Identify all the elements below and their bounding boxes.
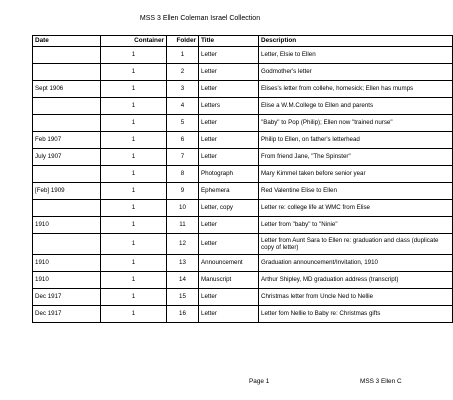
cell-description: Christmas letter from Uncle Ned to Nellie xyxy=(259,289,453,306)
cell-description: Letter, Elsie to Ellen xyxy=(259,47,453,64)
cell-title: Letter, copy xyxy=(199,200,259,217)
cell-folder: 11 xyxy=(167,217,199,234)
cell-folder: 4 xyxy=(167,98,199,115)
header-title: Title xyxy=(199,36,259,47)
cell-container: 1 xyxy=(101,166,167,183)
cell-description: Philip to Ellen, on father's letterhead xyxy=(259,132,453,149)
cell-title: Letter xyxy=(199,149,259,166)
cell-date xyxy=(33,166,101,183)
cell-description: Mary Kimmel taken before senior year xyxy=(259,166,453,183)
cell-container: 1 xyxy=(101,289,167,306)
cell-description: Graduation announcement/Invitation, 1910 xyxy=(259,255,453,272)
cell-title: Letter xyxy=(199,289,259,306)
table-row xyxy=(33,272,453,289)
cell-date: Sept 1906 xyxy=(33,81,101,98)
cell-container: 1 xyxy=(101,81,167,98)
cell-container: 1 xyxy=(101,272,167,289)
cell-date: 1910 xyxy=(33,255,101,272)
header-row xyxy=(33,36,453,47)
table-row xyxy=(33,306,453,323)
cell-container: 1 xyxy=(101,217,167,234)
table-row xyxy=(33,115,453,132)
cell-description: Letter fom Nellie to Baby re: Christmas gifts xyxy=(259,306,453,323)
cell-folder: 14 xyxy=(167,272,199,289)
cell-description: From friend Jane, "The Spinster" xyxy=(259,149,453,166)
cell-date: Dec 1917 xyxy=(33,306,101,323)
cell-folder: 6 xyxy=(167,132,199,149)
cell-title: Letter xyxy=(199,64,259,81)
collection-table xyxy=(32,35,453,323)
footer-collection-ref: MSS 3 Ellen C xyxy=(360,378,402,385)
cell-container: 1 xyxy=(101,64,167,81)
cell-folder: 9 xyxy=(167,183,199,200)
cell-date: 1910 xyxy=(33,272,101,289)
cell-container: 1 xyxy=(101,47,167,64)
page-number: Page 1 xyxy=(249,378,270,385)
cell-folder: 1 xyxy=(167,47,199,64)
table-row xyxy=(33,132,453,149)
cell-description: "Baby" to Pop (Philip); Ellen now "trained nurse" xyxy=(259,115,453,132)
cell-title: Letter xyxy=(199,81,259,98)
cell-folder: 2 xyxy=(167,64,199,81)
cell-description: Godmother's letter xyxy=(259,64,453,81)
cell-container: 1 xyxy=(101,149,167,166)
cell-title: Photograph xyxy=(199,166,259,183)
cell-folder: 12 xyxy=(167,234,199,255)
cell-container: 1 xyxy=(101,98,167,115)
cell-folder: 15 xyxy=(167,289,199,306)
cell-date xyxy=(33,64,101,81)
cell-description: Letter from Aunt Sara to Ellen re: graduation and class (duplicate copy of letter) xyxy=(259,234,453,255)
table-row xyxy=(33,81,453,98)
cell-folder: 7 xyxy=(167,149,199,166)
cell-title: Letters xyxy=(199,98,259,115)
cell-description: Elise a W.M.College to Ellen and parents xyxy=(259,98,453,115)
cell-description: Red Valentine Elise to Ellen xyxy=(259,183,453,200)
cell-container: 1 xyxy=(101,200,167,217)
cell-date: Dec 1917 xyxy=(33,289,101,306)
table-row xyxy=(33,98,453,115)
cell-folder: 5 xyxy=(167,115,199,132)
table-row xyxy=(33,234,453,255)
cell-folder: 8 xyxy=(167,166,199,183)
header-description: Description xyxy=(259,36,453,47)
cell-title: Letter xyxy=(199,234,259,255)
cell-description: Arthur Shipley, MD graduation address (transcript) xyxy=(259,272,453,289)
cell-container: 1 xyxy=(101,234,167,255)
cell-date: 1910 xyxy=(33,217,101,234)
table-body xyxy=(33,47,453,323)
cell-title: Letter xyxy=(199,306,259,323)
cell-description: Elises's letter from collehe, homesick; Ellen has mumps xyxy=(259,81,453,98)
cell-description: Letter from "baby" to "Ninie" xyxy=(259,217,453,234)
cell-folder: 13 xyxy=(167,255,199,272)
cell-date xyxy=(33,234,101,255)
table-row xyxy=(33,47,453,64)
cell-date xyxy=(33,200,101,217)
cell-container: 1 xyxy=(101,183,167,200)
table-row xyxy=(33,166,453,183)
table-row xyxy=(33,183,453,200)
header-container: Container xyxy=(101,36,167,47)
cell-container: 1 xyxy=(101,132,167,149)
cell-date xyxy=(33,115,101,132)
cell-date xyxy=(33,98,101,115)
cell-title: Letter xyxy=(199,47,259,64)
table-row xyxy=(33,149,453,166)
cell-container: 1 xyxy=(101,306,167,323)
cell-container: 1 xyxy=(101,255,167,272)
cell-description: Letter re: college life at WMC from Elise xyxy=(259,200,453,217)
cell-title: Letter xyxy=(199,132,259,149)
cell-date: [Feb] 1909 xyxy=(33,183,101,200)
header-folder: Folder xyxy=(167,36,199,47)
cell-container: 1 xyxy=(101,115,167,132)
cell-folder: 10 xyxy=(167,200,199,217)
table-row xyxy=(33,200,453,217)
document-title: MSS 3 Ellen Coleman Israel Collection xyxy=(139,15,261,22)
cell-title: Letter xyxy=(199,115,259,132)
table-row xyxy=(33,64,453,81)
cell-date: July 1907 xyxy=(33,149,101,166)
cell-date: Feb 1907 xyxy=(33,132,101,149)
cell-folder: 16 xyxy=(167,306,199,323)
table-row xyxy=(33,289,453,306)
table-row xyxy=(33,255,453,272)
cell-title: Announcement xyxy=(199,255,259,272)
table-row xyxy=(33,217,453,234)
cell-date xyxy=(33,47,101,64)
cell-title: Ephemera xyxy=(199,183,259,200)
header-date: Date xyxy=(33,36,101,47)
cell-title: Manuscript xyxy=(199,272,259,289)
cell-folder: 3 xyxy=(167,81,199,98)
cell-title: Letter xyxy=(199,217,259,234)
